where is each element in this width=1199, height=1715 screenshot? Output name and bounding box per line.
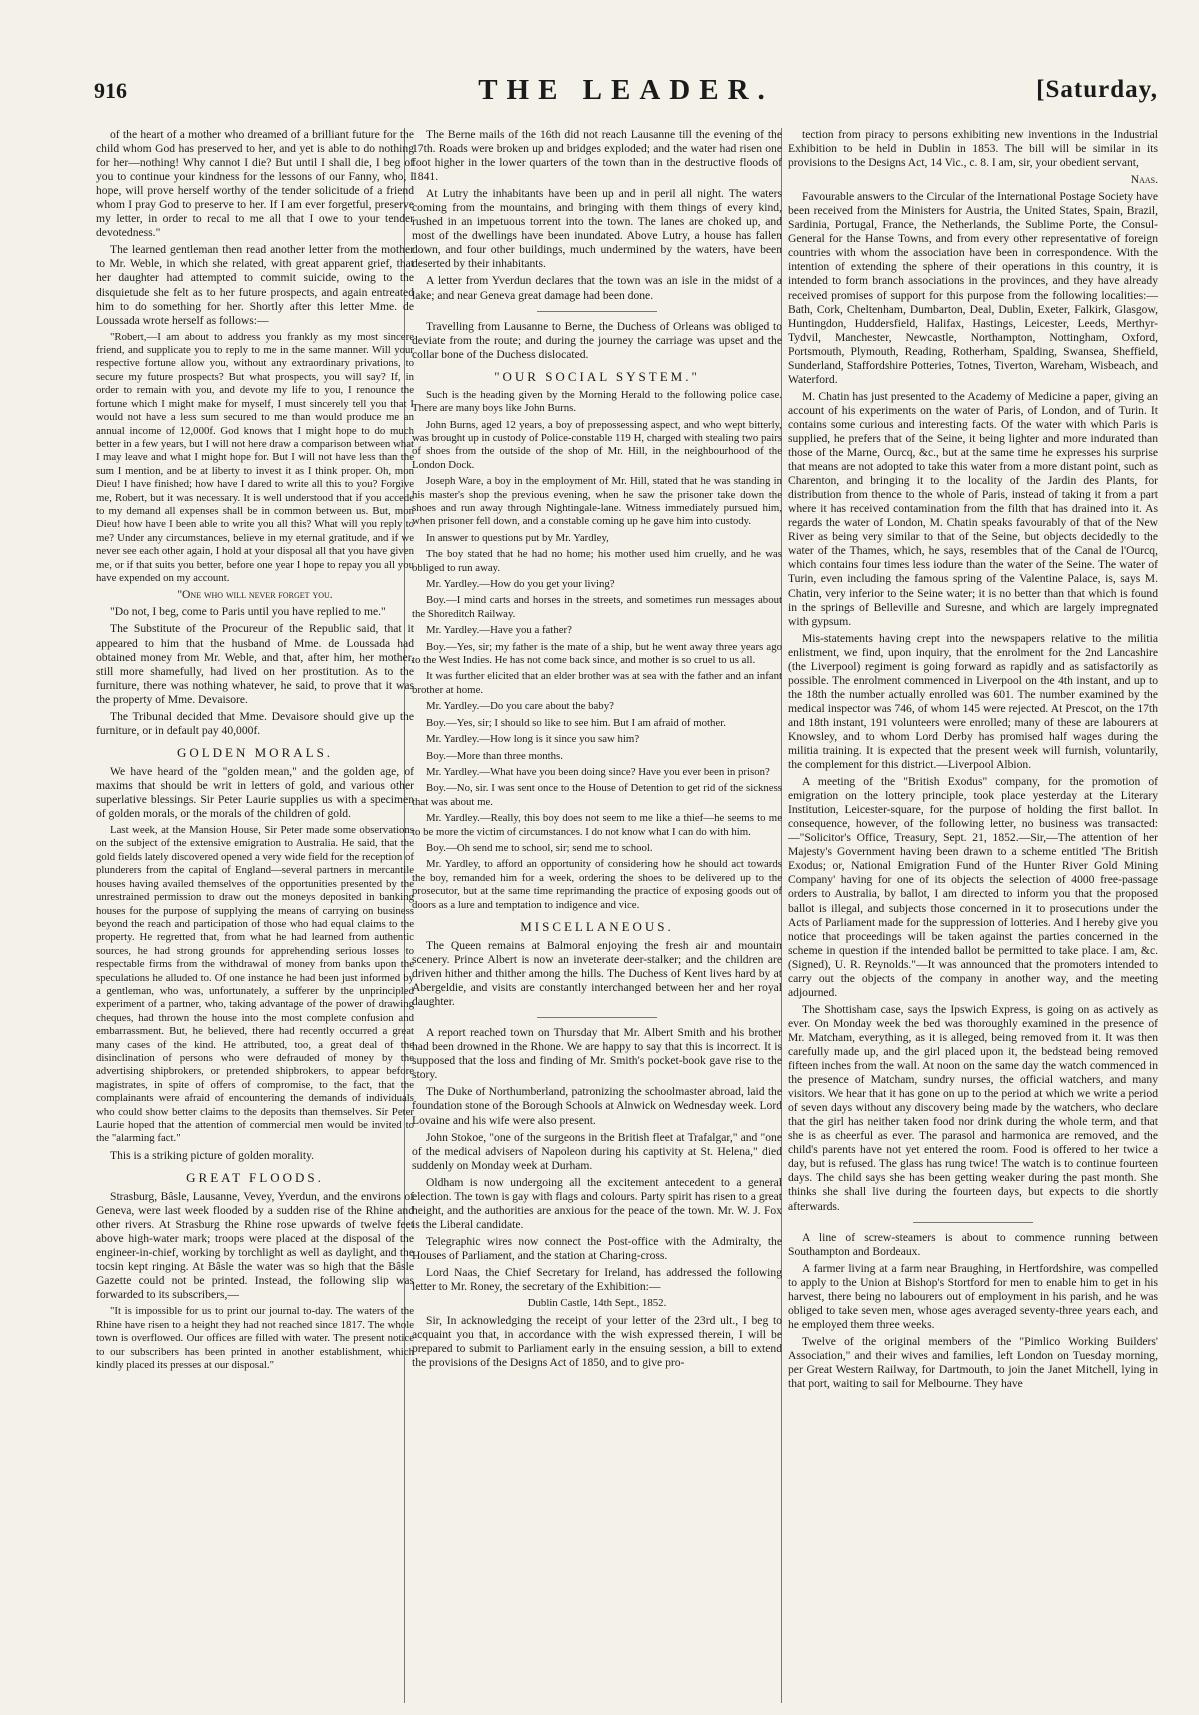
- letter-signoff: "One who will never forget you.: [177, 588, 333, 602]
- page-number: 916: [94, 78, 127, 103]
- paragraph: Favourable answers to the Circular of the International Postage Society have been received from the Ministers for Austria, the United States, Spain, Brazil, Sardinia, Portugal, France, the Netherlands, the Sublime Porte, the Consul-General for the Hanse Towns, and from every other representative of foreign countries with whom the association have been in correspondence. With the intention of extending the sphere of their operations in this country, it is intended to form branch associations in the provinces, and they have already received promises of support for this purpose from the following localities:—Bath, Cork, Cheltenham, Dumbarton, Deal, Dublin, Exeter, Falkirk, Glasgow, Huntingdon, Huddersfield, Halifax, Hastings, Leicester, Leeds, Merthyr-Tydvil, Manchester, Newcastle, Northampton, Nottingham, Oxford, Portsmouth, Plymouth, Reading, Rotherham, Spalding, Swansea, Sheffield, Sunderland, Staffordshire Potteries, Totnes, Tiverton, Wareham, Wisbeach, and Waterford.: [788, 190, 1158, 386]
- paragraph: Such is the heading given by the Morning Herald to the following police case. There are many boys like John Burns.: [412, 388, 782, 415]
- paragraph: At Lutry the inhabitants have been up and in peril all night. The waters coming from the mountains, and bringing with them things of every kind, rushed in an impetuous torrent into the town. The lanes are choked up, and most of the dwellings have been inundated. Above Lutry, a house has fallen down, and four other buildings, much undermined by the waters, have been deserted by their inhabitants.: [412, 187, 782, 271]
- paragraph: Boy.—Yes, sir; my father is the mate of a ship, but he went away three years ago to the West Indies. He has not come back since, and mother is so cruel to us all.: [412, 640, 782, 667]
- paragraph: The Tribunal decided that Mme. Devaisore should give up the furniture, or in default pay 40,000f.: [96, 709, 414, 737]
- paragraph: Mr. Yardley.—Have you a father?: [426, 624, 572, 637]
- paragraph: tection from piracy to persons exhibiting new inventions in the Industrial Exhibition to be held in Dublin in 1853. The bill will be similar in its provisions to the Designs Act, 14 Vic., c. 8. I am, sir, your obedient servant,: [788, 128, 1158, 170]
- section-heading: "OUR SOCIAL SYSTEM.": [494, 368, 700, 384]
- paragraph: A report reached town on Thursday that Mr. Albert Smith and his brother had been drowned in the Rhone. We are happy to say that this is incorrect. It is supposed that the loss and finding of Mr. Smith's pocket-book gave rise to the story.: [412, 1026, 782, 1082]
- paragraph: We have heard of the "golden mean," and the golden age, of maxims that should be writ in letters of gold, and various other superlative blessings. Sir Peter Laurie supplies us with a specimen of golden morals, or the morals of the children of gold.: [96, 764, 414, 821]
- paragraph: A meeting of the "British Exodus" company, for the promotion of emigration on the lottery principle, took place yesterday at the Literary Institution, Leicester-square, for the purpose of holding the first ballot. In consequence, however, of the following letter, no business was transacted:—"Solicitor's Office, Treasury, Sept. 21, 1852.—Sir,—The attention of her Majesty's Government having been drawn to a scheme entitled 'The British Exodus; or, National Emigration Fund of the Hunter River Gold Mining Company' having for one of its objects the selection of 4000 free-passage orders to Australia, by ballot, I am directed to inform you that the proposed ballot is illegal, and subjects those concerned in it to prosecutions under the Acts of Parliament made for the suppression of lotteries. And I hereby give you notice that proceedings will be taken against the parties concerned in the scheme in question if the intended ballot be permitted to take place. I am, &c. (Signed), U. R. Reynolds."—It was announced that the promoters intended to carry out the objects of the company in another way, and the meeting adjourned.: [788, 775, 1158, 999]
- paragraph: Mr. Yardley, to afford an opportunity of considering how he should act towards the boy, remanded him for a week, ordering the shoes to be delivered up to the prosecutor, but at the same time reprimanding the practice of exposing goods out of doors as a lure and temptation to indigence and vice.: [412, 858, 782, 911]
- paragraph: Last week, at the Mansion House, Sir Peter made some observations on the subject of the extensive emigration to Australia. He said, that the gold fields lately discovered opened a very wide field for the reception of plunderers from the capital of England—several partners in mercantile houses having availed themselves of the opportunities presented by the unrestrained permission to draw out the moneys deposited in banking houses for the purpose of supplying the means of carrying on business beyond the reach and participation of those who had equal claims to the property. He regretted that, from what he had learned from authentic sources, he had strong grounds for apprehending serious losses to respectable firms from the withdrawal of money from banks upon the speculations he alluded to. Of one instance he had been just informed by a gentleman, who was, unfortunately, a sufferer by the unprincipled experiment of a partner, who, taking advantage of the power of drawing cheques, had thrown the house into the most complete confusion and embarrassment. But, he believed, there had recently occurred a great many cases of the kind. He attributed, too, a great deal of the disinclination of persons who were defrauded of money by the advertising shipbrokers, or pretended shipbrokers, to appear before magistrates, in spite of offers of compromise, to the fact, that the complainants were afraid of encountering the demands of individuals who could show better claims to the deposits than themselves. Sir Peter Laurie hoped that the attention of commercial men would be invited to the "alarming fact.": [96, 824, 414, 1145]
- paragraph: Joseph Ware, a boy in the employment of Mr. Hill, stated that he was standing in his master's shop the previous evening, when he saw the prisoner take down the shoes and run away through Nightingale-lane. Witness immediately pursued him, when prisoner fell down, and a constable coming up he gave him into custody.: [412, 475, 782, 528]
- paragraph: Boy.—More than three months.: [426, 749, 563, 762]
- paragraph: John Stokoe, "one of the surgeons in the British fleet at Trafalgar," and "one of the medical advisers of Napoleon during his captivity at St. Helena," died suddenly on Monday week at Durham.: [412, 1130, 782, 1172]
- paragraph: Mis-statements having crept into the newspapers relative to the militia enlistment, we find, upon inquiry, that the enrolment for the 2nd Lancashire (the Liverpool) regiment is going forward as rapidly and as satisfactorily as possible. The enrolment commenced in Liverpool on the 4th instant, and up to the 18th the number actually enrolled was 601. The number examined by the medical inspector was 746, of whom 145 were rejected. At Prescot, on the 17th and 18th instant, 191 volunteers were enrolled; many of these are labourers at Knowsley, and to whom Lord Derby has promised half wages during the militia training. It is expected that the present week will furnish, voluntarily, the complement for this district.—Liverpool Albion.: [788, 631, 1158, 772]
- paragraph: The Shottisham case, says the Ipswich Express, is going on as actively as ever. On Monday week the bed was thoroughly examined in the presence of Mr. Matcham, everything, as it is alleged, being removed from it. It was then carefully made up, and the girl placed upon it, the bedstead being removed fifteen inches from the wall. At noon on the same day the watch commenced in the presence of Matcham, sundry nurses, the official watchers, and many visitors. We hear that it has gone on up to the period at which we write a period of seven days without any discovery being made by the watchers, who declare that the girl has neither taken food nor drink during the whole term, and that she is as cheerful as ever. The parasol and harmonica are removed, and the child's parents have not yet entered the room. Food is offered to her twice a day, but is refused. The glass has rung twice! The watch is to continue fourteen days. The child says she has been getting weaker during the past month. She thinks she shall live during the fourteen days, but expects to die shortly afterwards.: [788, 1002, 1158, 1213]
- paragraph: Mr. Yardley.—Do you care about the baby?: [426, 700, 614, 713]
- paragraph: John Burns, aged 12 years, a boy of prepossessing aspect, and who wept bitterly, was brought up in custody of Police-constable 119 H, charged with stealing two pairs of shoes from the outside of the shop of Mr. Hill, in the neighbourhood of the London Dock.: [412, 418, 782, 471]
- paragraph: Mr. Yardley.—How long is it since you saw him?: [426, 733, 640, 746]
- column-1: [96, 128, 414, 1708]
- paragraph: Boy.—Oh send me to school, sir; send me to school.: [426, 841, 653, 854]
- paragraph: The Berne mails of the 16th did not reach Lausanne till the evening of the 17th. Roads were broken up and bridges exploded; and the water had risen one foot higher in the lower quarters of the town than in the destructive floods of 1841.: [412, 128, 782, 184]
- divider: [913, 1222, 1033, 1223]
- paragraph: Boy.—No, sir. I was sent once to the House of Detention to get rid of the sickness that was about me.: [412, 782, 782, 808]
- paragraph: Travelling from Lausanne to Berne, the Duchess of Orleans was obliged to deviate from the route; and during the journey the carriage was upset and the collar bone of the Duchess dislocated.: [412, 319, 782, 361]
- paragraph: A farmer living at a farm near Braughing, in Hertfordshire, was compelled to apply to the Union at Bishop's Stortford for men to enable him to get in his harvest, there being no labourers out of employment in his parish, and he was obliged to take seven men, whose ages averaged seventy-three years each, and he employed them three weeks.: [788, 1261, 1158, 1331]
- paragraph: Oldham is now undergoing all the excitement antecedent to a general election. The town is gay with flags and colours. Party spirit has risen to a great height, and the authorities are anxious for the peace of the town. Mr. W. J. Fox is the Liberal candidate.: [412, 1175, 782, 1231]
- paragraph: Sir, In acknowledging the receipt of your letter of the 23rd ult., I beg to acquaint you that, in accordance with the wish expressed therein, I will be prepared to submit to Parliament early in the ensuing session, a bill to extend the provisions of the Designs Act of 1850, and to give pro-: [412, 1313, 782, 1369]
- paragraph: Boy.—Yes, sir; I should so like to see him. But I am afraid of mother.: [426, 716, 726, 729]
- column-3: [788, 128, 1158, 1708]
- paragraph: Mr. Yardley.—What have you been doing since? Have you ever been in prison?: [426, 765, 770, 778]
- newspaper-title: THE LEADER.: [478, 74, 774, 106]
- signature: Naas.: [1130, 173, 1158, 187]
- paragraph: Lord Naas, the Chief Secretary for Ireland, has addressed the following letter to Mr. Roney, the secretary of the Exhibition:—: [412, 1266, 782, 1294]
- quoted-letter: "Robert,—I am about to address you frankly as my most sincere friend, and supplicate you to reply to me in the same manner. Will your respective fortune allow you, without any extraordinary privations, to secure my future prospects? But what prospects, you will say? If, in order to remain with you, and devote my life to you, I renounce the fortune which I might make for myself, I must sincerely tell you that I would not have a less sum secured to me than would produce me an annual income of 12,000f. God knows that I might hope to do much better in a few years, but I will not here draw a comparison between what I may leave and what I might hope for. But I will not have less than the sum I mention, and be at liberty to invest it as I think proper. Oh, mon Dieu! I have finished; how have I dared to write all this to you? Forgive me, Robert, but it was necessary. It is well understood that if you accede to my demand all expenses shall be in common between us. But, mon Dieu! how have I been able to write you all this? What will you reply to me? Under any circumstances, believe in my eternal gratitude, and if we never see each other again, I hold at your disposal all that you have given me, or if that suits you better, before one year I hope to repay you all you have expended on my account.: [96, 330, 414, 584]
- divider: [537, 311, 657, 312]
- divider: [537, 1017, 657, 1018]
- paragraph: A line of screw-steamers is about to commence running between Southampton and Bordeaux.: [788, 1230, 1158, 1258]
- masthead: [94, 74, 1158, 110]
- paragraph: "Do not, I beg, come to Paris until you have replied to me.": [110, 605, 386, 619]
- paragraph: A letter from Yverdun declares that the town was an isle in the midst of a lake; and near Geneva great damage had been done.: [412, 274, 782, 302]
- section-heading: MISCELLANEOUS.: [520, 918, 674, 934]
- paragraph: It was further elicited that an elder brother was at sea with the father and an infant brother at home.: [412, 670, 782, 696]
- paragraph: M. Chatin has just presented to the Academy of Medicine a paper, giving an account of his experiments on the water of Paris, of London, and of Turin. It contains some curious and interesting facts. Of the water with which Paris is supplied, he prefers that of the Seine, it being lighter and more indurated than those of the Marne, Ourcq, &c., but at the same time he expresses his surprise that means are not adopted to take this water from a more distant point, such as Charenton, and bringing it to the locality of the Jardin des Plants, for distribution from thence to the whole of Paris, instead of taking it from a part where it has received contamination from the filth that has drained into it. As regards the water of London, M. Chatin speaks favourably of that of the New River as being very similar to that of the Seine, but objects decidedly to the water of the Thames, which, he says, resembles that of the Canal de l'Ourcq, which contains four times less iodure than the water of the Seine. The water of Turin, even including the famous spring of the Valentine Palace, is, says M. Chatin, very inferior to the Seine water; it is no better than that which is found in the springs of Belleville and Suresne, and which are largely impregnated with gypsum.: [788, 389, 1158, 628]
- paragraph: of the heart of a mother who dreamed of a brilliant future for the child whom God has preserved to her, and yet is able to do nothing for her—nothing! Why cannot I die? But until I shall die, I beg of you to continue your kindness for the lessons of our Fanny, who, I hope, will prove herself worthy of the tender solicitude of a friend whom I pray God to preserve to her. If I am ever forgetful, preserve my letter, in order to recal to me all that I owe to your tender devotedness.": [96, 128, 414, 240]
- paragraph: Strasburg, Bâsle, Lausanne, Vevey, Yverdun, and the environs of Geneva, were last week flooded by a sudden rise of the Rhine and other rivers. At Strasburg the Rhine rose upwards of twelve feet above high-water mark; troops were placed at the disposal of the engineer-in-chief, working by torchlight as well as daylight, and the tocsin kept ringing. At Bâsle the water was so high that the Bâsle Gazette could not be printed. Instead, the following slip was forwarded to its subscribers,—: [96, 1189, 414, 1302]
- section-heading: GOLDEN MORALS.: [176, 744, 334, 760]
- paragraph: The Substitute of the Procureur of the Republic said, that it appeared to him that the husband of Mme. de Loussada had obtained money from Mr. Weble, and that, after him, her mother, still more shamefully, had lived on her prostitution. As to the furniture, there was nothing whatever, he said, to prove that it was the property of Mme. Devaisore.: [96, 622, 414, 706]
- paragraph: The learned gentleman then read another letter from the mother to Mr. Weble, in which she related, with great apparent grief, that her daughter had attempted to commit suicide, owing to the disquietude she felt as to her future prospects, and again entreated him to do something for her. Shortly after this letter Mme. de Loussada wrote herself as follows:—: [96, 243, 414, 327]
- paragraph: The boy stated that he had no home; his mother used him cruelly, and he was obliged to run away.: [412, 548, 782, 574]
- issue-day: [Saturday,: [1036, 76, 1158, 103]
- paragraph: Telegraphic wires now connect the Post-office with the Admiralty, the Houses of Parliament, and the station at Charing-cross.: [412, 1234, 782, 1262]
- paragraph: Twelve of the original members of the "Pimlico Working Builders' Association," and their wives and families, left London on Tuesday morning, per Great Western Railway, for Dartmouth, to join the Janet Mitchell, lying in that port, waiting to sail for Melbourne. They have: [788, 1334, 1158, 1391]
- letter-dateline: Dublin Castle, 14th Sept., 1852.: [527, 1297, 667, 1310]
- paragraph: Boy.—I mind carts and horses in the streets, and sometimes run messages about the Shoreditch Railway.: [412, 594, 782, 620]
- paragraph: Mr. Yardley.—How do you get your living?: [426, 578, 615, 591]
- paragraph: The Duke of Northumberland, patronizing the schoolmaster abroad, laid the foundation stone of the Borough Schools at Alnwick on Wednesday week. Lord Lovaine and his wife were also present.: [412, 1085, 782, 1127]
- paragraph: In answer to questions put by Mr. Yardley,: [426, 531, 609, 544]
- column-2: [412, 128, 782, 1708]
- quoted-notice: "It is impossible for us to print our journal to-day. The waters of the Rhine have risen to a height they had not reached since 1817. The whole town is overflowed. Our offices are filled with water. The present notice to our subscribers has been printed in another establishment, which kindly placed its presses at our disposal.": [96, 1305, 414, 1371]
- paragraph: This is a striking picture of golden morality.: [110, 1148, 315, 1162]
- paragraph: Mr. Yardley.—Really, this boy does not seem to me like a thief—he seems to me to be more the victim of circumstances. I do not know what I can do with him.: [412, 812, 782, 838]
- section-heading: GREAT FLOODS.: [186, 1169, 324, 1185]
- paragraph: The Queen remains at Balmoral enjoying the fresh air and mountain scenery. Prince Albert is now an inveterate deer-stalker; and the children are driven hither and thither among the hills. The Duchess of Kent lives hard by at Abergeldie, and visits are constantly interchanged between her and her royal daughter.: [412, 939, 782, 1009]
